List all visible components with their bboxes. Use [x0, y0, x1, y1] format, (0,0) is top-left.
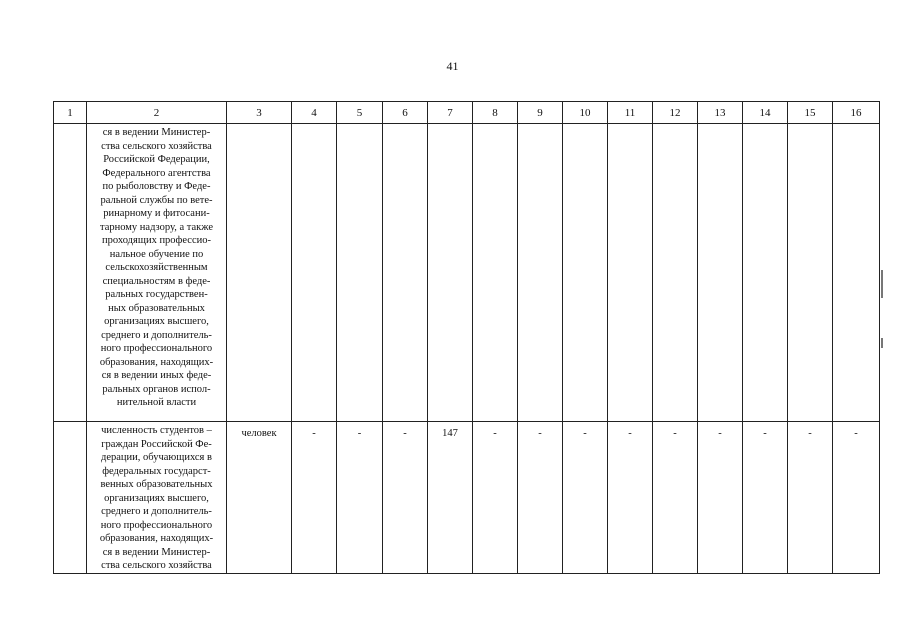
value-cell-col-10: - [563, 422, 608, 574]
header-cell-12: 12 [653, 102, 698, 124]
page-number: 41 [446, 59, 459, 73]
header-cell-10: 10 [563, 102, 608, 124]
value-cell-col-13 [698, 124, 743, 422]
header-cell-3: 3 [227, 102, 292, 124]
description-line: ральных государствен- [105, 289, 208, 300]
description-line: ного профессионального [100, 519, 213, 531]
description-line: ства сельского хозяйства [101, 560, 212, 571]
value-cell-col-4 [292, 124, 337, 422]
value-cell-col-11 [608, 124, 653, 422]
description-line: граждан Российской Фе- [101, 438, 212, 450]
value-cell-col-16: - [833, 422, 880, 574]
value-cell-col-8: - [473, 422, 518, 574]
header-cell-4: 4 [292, 102, 337, 124]
unit-cell [227, 124, 292, 422]
description-line: среднего и дополнитель- [101, 506, 212, 517]
value-cell-col-15 [788, 124, 833, 422]
table-header-row [54, 102, 880, 124]
description-line: сельскохозяйственным [105, 262, 208, 273]
value-cell-col-10 [563, 124, 608, 422]
header-cell-7: 7 [428, 102, 473, 124]
value-cell-col-16 [833, 124, 880, 422]
description-line: венных образовательных [100, 479, 213, 490]
description-line: организациях высшего, [104, 316, 209, 327]
header-cell-14: 14 [743, 102, 788, 124]
margin-mark [881, 270, 883, 298]
value-cell-col-5 [337, 124, 383, 422]
description-line: по рыболовству и Феде- [102, 181, 211, 192]
header-cell-11: 11 [608, 102, 653, 124]
value-cell-col-7 [428, 124, 473, 422]
value-cell-col-9 [518, 124, 563, 422]
header-cell-6: 6 [383, 102, 428, 124]
margin-mark [881, 338, 883, 348]
description-line: ства сельского хозяйства [101, 140, 212, 152]
table-row [54, 422, 880, 574]
description-line: образования, находящих- [99, 356, 214, 368]
header-cell-2: 2 [87, 102, 227, 124]
value-cell-col-5: - [337, 422, 383, 574]
header-cell-13: 13 [698, 102, 743, 124]
value-cell-col-12: - [653, 422, 698, 574]
description-line: проходящих профессио- [102, 235, 211, 246]
description-line: федеральных государст- [102, 465, 211, 477]
description-line: специальностям в феде- [102, 275, 211, 287]
header-cell-1: 1 [54, 102, 87, 124]
description-line: дерации, обучающихся в [101, 452, 212, 463]
description-line: ся в ведении Министер- [102, 127, 211, 138]
value-cell-col-13: - [698, 422, 743, 574]
value-cell-col-4: - [292, 422, 337, 574]
value-cell-col-7: 147 [428, 422, 473, 574]
description-line: ся в ведении иных феде- [101, 370, 212, 381]
description-line: ся в ведении Министер- [102, 546, 211, 558]
value-cell-col-9: - [518, 422, 563, 574]
description-line: Федерального агентства [102, 167, 211, 179]
value-cell-col-14 [743, 124, 788, 422]
table-row [54, 124, 880, 422]
description-cell [87, 124, 227, 422]
row-number-cell [54, 124, 87, 422]
value-cell-col-11: - [608, 422, 653, 574]
row-number-cell [54, 422, 87, 574]
header-cell-15: 15 [788, 102, 833, 124]
description-line: ринарному и фитосани- [103, 208, 210, 219]
description-line: организациях высшего, [104, 492, 209, 504]
value-cell-col-6 [383, 124, 428, 422]
header-cell-5: 5 [337, 102, 383, 124]
description-line: тарному надзору, а также [99, 221, 213, 233]
description-line: нительной власти [116, 397, 197, 408]
description-line: ных образовательных [108, 302, 205, 314]
description-cell [87, 422, 227, 574]
data-table [53, 101, 880, 574]
description-line: ральных органов испол- [102, 383, 211, 395]
value-cell-col-15: - [788, 422, 833, 574]
value-cell-col-6: - [383, 422, 428, 574]
value-cell-col-12 [653, 124, 698, 422]
header-cell-8: 8 [473, 102, 518, 124]
header-cell-16: 16 [833, 102, 880, 124]
description-line: ральной службы по вете- [100, 194, 213, 206]
description-line: Российской Федерации, [103, 154, 210, 165]
unit-cell: человек [227, 422, 292, 574]
header-cell-9: 9 [518, 102, 563, 124]
description-line: численность студентов – [101, 425, 212, 436]
description-line: нальное обучение по [109, 248, 204, 260]
description-line: среднего и дополнитель- [101, 329, 212, 341]
description-line: ного профессионального [100, 343, 213, 354]
value-cell-col-14: - [743, 422, 788, 574]
value-cell-col-8 [473, 124, 518, 422]
description-line: образования, находящих- [99, 533, 214, 544]
